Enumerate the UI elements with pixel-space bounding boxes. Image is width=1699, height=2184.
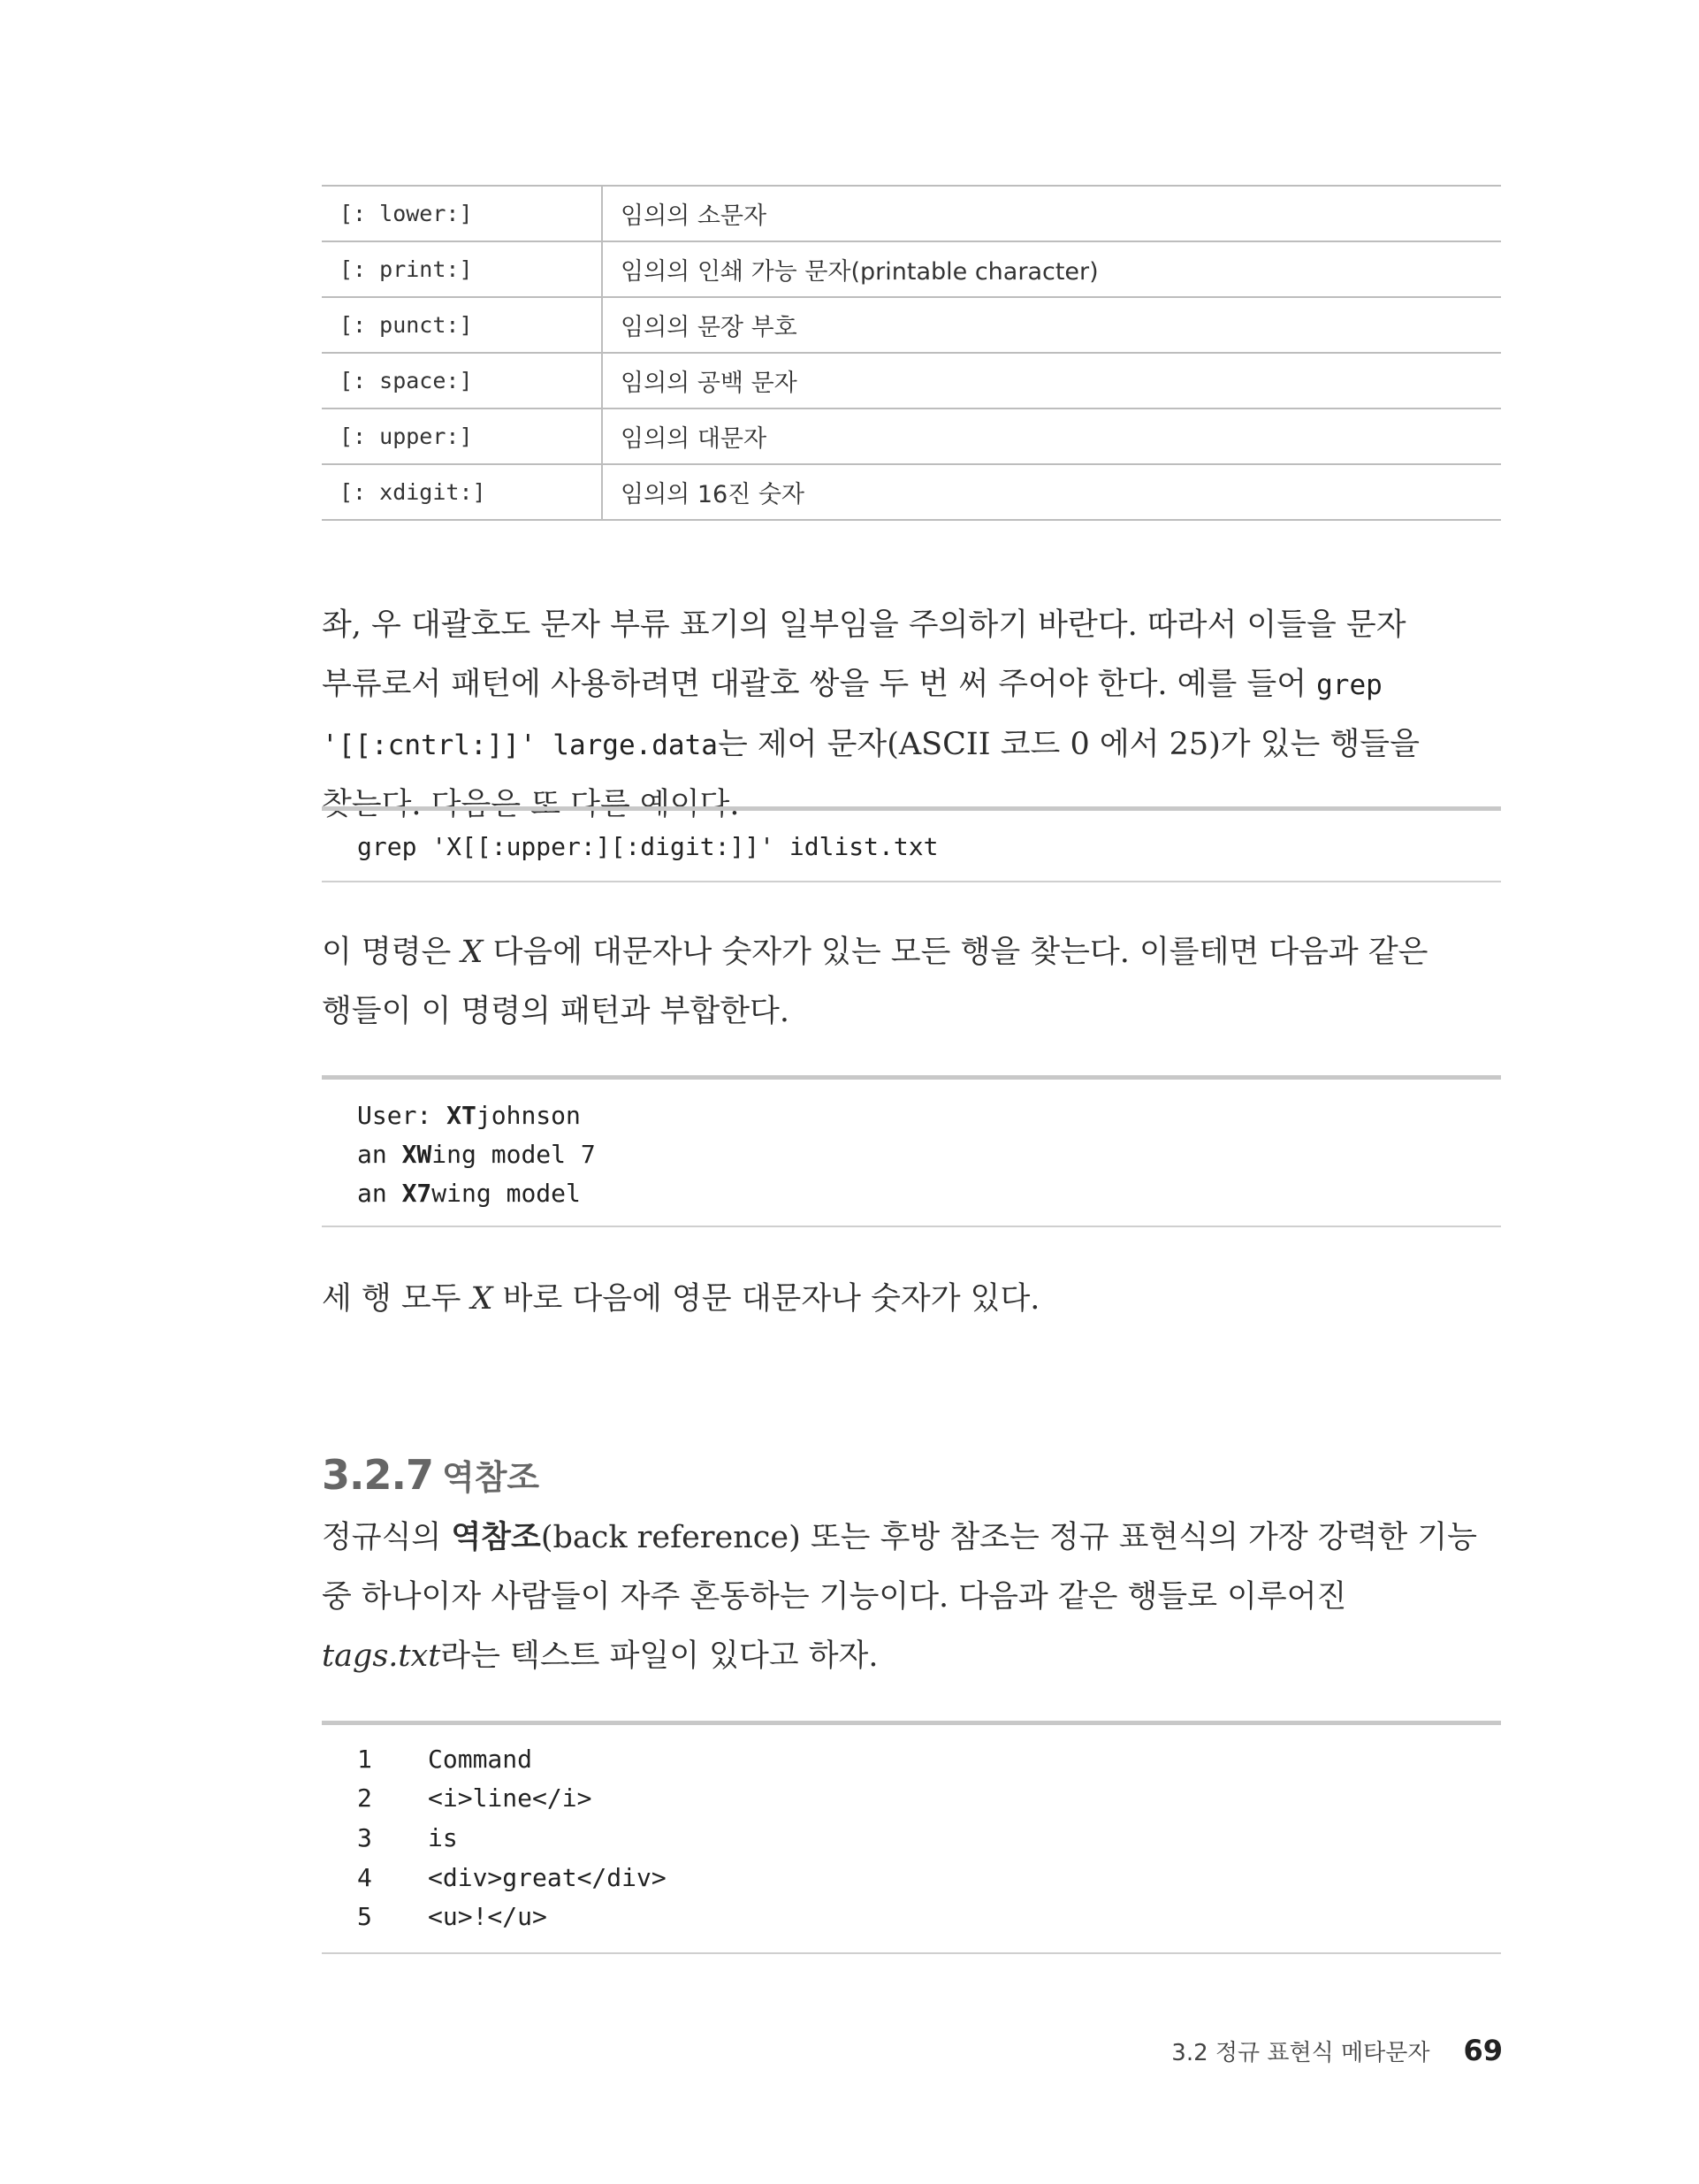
- class-desc-cell: 임의의 인쇄 가능 문자(printable character): [602, 241, 1501, 297]
- code-line: an X7wing model: [357, 1179, 581, 1208]
- paragraph-text: 바로 다음에 영문 대문자나 숫자가 있다.: [492, 1281, 1040, 1317]
- body-paragraph: [322, 1270, 1506, 1329]
- body-paragraph: [322, 1508, 1506, 1686]
- file-name: tags.txt: [322, 1638, 441, 1674]
- paragraph-text: 좌, 우 대괄호도 문자 부류 표기의 일부임을 주의하기 바란다. 따라서 이들을 문자 부류로서 패턴에 사용하려면 대괄호 쌍을 두 번 써 주어야 한다. 예를 들어: [322, 607, 1406, 702]
- paragraph-text: 는 제어 문자(ASCII 코드 0 에서 25)가 있는 행들을 찾는다. 다음은 또 다른 예이다.: [322, 727, 1420, 822]
- line-number: 3: [357, 1823, 372, 1852]
- page-footer: [1171, 2034, 1503, 2067]
- running-footer-section: 3.2 정규 표현식 메타문자: [1171, 2040, 1430, 2066]
- line-number: 4: [357, 1863, 372, 1892]
- paragraph-text: 라는 텍스트 파일이 있다고 하자.: [440, 1638, 879, 1674]
- section-title: 역참조: [441, 1458, 540, 1497]
- inline-code: grep '[[:cntrl:]]' large.data: [322, 669, 1383, 761]
- paragraph-text: 세 행 모두: [322, 1281, 471, 1317]
- code-block: [322, 1721, 1501, 1954]
- class-desc-cell: 임의의 문장 부호: [602, 297, 1501, 353]
- paragraph-text: 이 명령은: [322, 935, 461, 970]
- italic-variable: X: [461, 935, 484, 970]
- class-name-cell: [: space:]: [322, 353, 602, 409]
- class-desc-cell: 임의의 16진 숫자: [602, 464, 1501, 520]
- key-term: 역참조: [451, 1520, 541, 1555]
- paragraph-text: 다음에 대문자나 숫자가 있는 모든 행을 찾는다. 이를테면 다음과 같은 행들이 이 명령의 패턴과 부합한다.: [322, 935, 1429, 1029]
- class-name-cell: [: xdigit:]: [322, 464, 602, 520]
- paragraph-text: 정규식의: [322, 1520, 452, 1555]
- section-heading: [322, 1450, 539, 1499]
- line-number: 1: [357, 1745, 372, 1774]
- table-row: [322, 464, 1501, 520]
- table-row: [322, 241, 1501, 297]
- line-number: 5: [357, 1902, 372, 1931]
- body-paragraph: [322, 596, 1506, 835]
- code-line: is: [428, 1823, 458, 1852]
- code-line: an XWing model 7: [357, 1140, 596, 1169]
- code-line: User: XTjohnson: [357, 1101, 581, 1130]
- code-line: <u>!</u>: [428, 1902, 547, 1931]
- character-class-table: [322, 185, 1501, 521]
- class-name-cell: [: upper:]: [322, 409, 602, 464]
- code-line: <i>line</i>: [428, 1783, 592, 1813]
- code-line: Command: [428, 1745, 533, 1774]
- paragraph-text: (back reference) 또는 후방 참조는 정규 표현식의 가장 강력한 기능 중 하나이자 사람들이 자주 혼동하는 기능이다. 다음과 같은 행들로 이루어진: [322, 1520, 1477, 1615]
- code-block: [322, 806, 1501, 882]
- table-row: [322, 409, 1501, 464]
- table-row: [322, 297, 1501, 353]
- code-line: grep 'X[[:upper:][:digit:]]' idlist.txt: [357, 832, 939, 861]
- code-line: <div>great</div>: [428, 1863, 667, 1892]
- class-desc-cell: 임의의 공백 문자: [602, 353, 1501, 409]
- section-number: 3.2.7: [322, 1451, 433, 1499]
- line-number: 2: [357, 1783, 372, 1813]
- body-paragraph: [322, 923, 1506, 1042]
- code-block: [322, 1075, 1501, 1227]
- page-number: 69: [1463, 2034, 1503, 2067]
- class-name-cell: [: punct:]: [322, 297, 602, 353]
- italic-variable: X: [470, 1281, 493, 1317]
- class-name-cell: [: lower:]: [322, 186, 602, 241]
- class-desc-cell: 임의의 소문자: [602, 186, 1501, 241]
- table-row: [322, 353, 1501, 409]
- table-row: [322, 186, 1501, 241]
- class-name-cell: [: print:]: [322, 241, 602, 297]
- class-desc-cell: 임의의 대문자: [602, 409, 1501, 464]
